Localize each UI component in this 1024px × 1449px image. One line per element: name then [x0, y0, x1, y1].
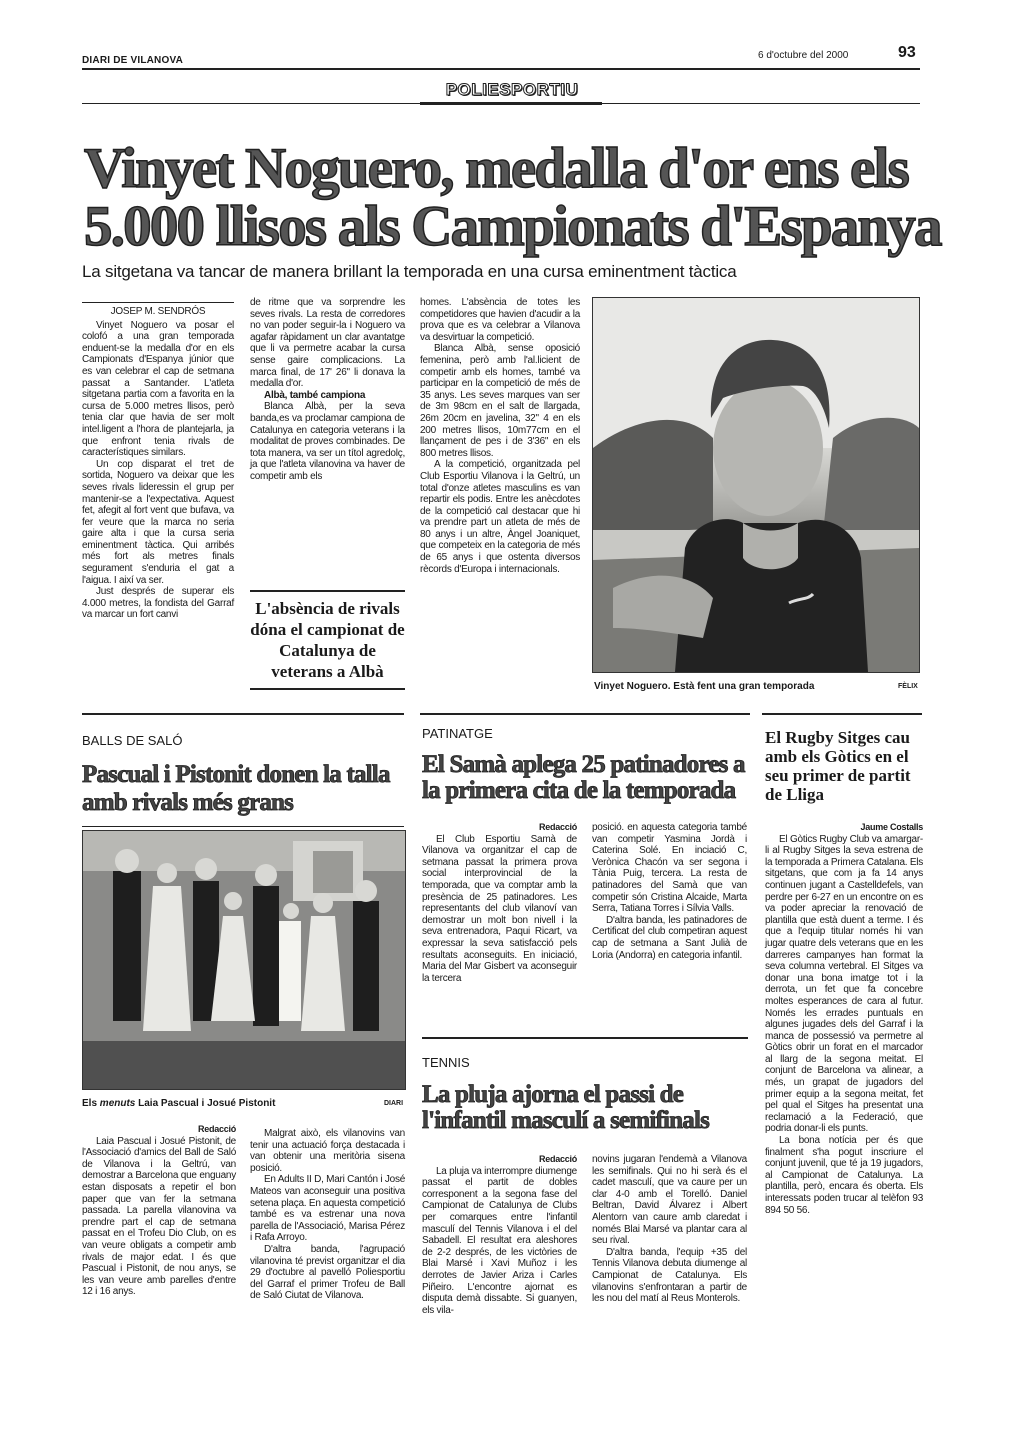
patinatge-byline: Redacció [538, 822, 577, 832]
lead-photo-credit: FÈLIX [898, 683, 918, 690]
balls-column-2 [250, 1128, 405, 1302]
tennis-paragraph: La pluja va interrompre diumenge passat el partit de dobles corresponent a la segona fase del Campionat de Catalunya de Clubs per comarques entre l'infantil masculí del Tennis Vilanova i el del Sabadell. El resultat era aleshores de 2-2 després, de les victòries de Blai Marsé i Xavi Muñoz i les derrotes de Javier Ariza i Carles Piñeiro. L'encontre ajornat es disputa demà dissabte. Si guanyen, els vila- [422, 1165, 577, 1316]
balls-photo-credit: DIARI [384, 1100, 404, 1107]
lead-paragraph: Just després de superar els 4.000 metres, la fondista del Garraf va marcar un fort canvi [82, 586, 234, 621]
lead-column-3 [420, 297, 580, 575]
lead-photo-caption: Vinyet Noguero. Està fent una gran temporada [594, 681, 815, 692]
tennis-paragraph: novins jugaran l'endemà a Vilanova les semifinals. Qui no hi serà és el cadet masculí, que va caure per un clar 4-0 amb el Torelló. Daniel Beltran, David Álvarez i Albert Alentorn van caure amb claredat i només Blai Marsé va plantar cara al seu rival. [592, 1154, 747, 1247]
balls-paragraph: Laia Pascual i Josué Pistonit, de l'Associació d'amics del Ball de Saló de Vilanova i la Geltrú, van demostrar a Barcelona que enguany estan disposats a repetir el bon paper que van fer la setmana passada. La parella vilanovina va prendre part el cap de setmana passat en el Trofeu Dio Club, on es van veure obligats a competir amb rivals de major edat. I és que Pascual i Pistonit, de nou anys, se les van veure amb parelles d'entre 12 i 16 anys. [82, 1135, 236, 1298]
section-rule-accent [420, 102, 602, 105]
patinatge-column-2 [592, 822, 747, 961]
tennis-column-1 [422, 1154, 577, 1316]
lead-bottom-rule [420, 713, 750, 715]
lead-photo [592, 297, 920, 673]
lead-bottom-rule [762, 713, 922, 715]
rugby-byline: Jaume Costalls [860, 822, 923, 832]
pull-quote: L'absència de rivals dóna el campionat de Catalunya de veterans a Albà [250, 590, 405, 690]
lead-paragraph: de ritme que va sorprendre les seves rivals. La resta de corredores no van poder seguir-la i Noguero va agafar ràpidament un clar avantatge que li va permetre acabar la cursa sense gaire complicacions. La marca final, de 17' 26" li donava la medalla d'or. [250, 297, 405, 390]
publication-name: DIARI DE VILANOVA [82, 55, 183, 66]
balls-photo-caption [82, 1098, 275, 1109]
masthead-rule [82, 68, 920, 70]
lead-subheadline: La sitgetana va tancar de manera brillant la temporada en una cursa eminentment tàctica [82, 262, 737, 281]
balls-paragraph: D'altra banda, l'agrupació vilanovina té previst organitzar el dia 29 d'octubre al pavelló Poliesportiu del Garraf el primer Trofeu de Ball de Saló Ciutat de Vilanova. [250, 1243, 405, 1302]
balls-paragraph: Malgrat això, els vilanovins van tenir una actuació força destacada i van obtenir una meritòria sisena posició. [250, 1128, 405, 1174]
balls-photo [82, 830, 406, 1090]
lead-subtitle: Albà, també campiona [264, 389, 366, 401]
tennis-paragraph: D'altra banda, l'equip +35 del Tennis Vilanova debuta diumenge al Campionat de Catalunya. Els vilanovins s'enfrontaran a partir de les nou del matí al Reus Monterols. [592, 1246, 747, 1305]
lead-paragraph: Un cop disparat el tret de sortida, Noguero va deixar que les seves rivals lideressin el grup per mantenir-se a l'expectativa. Aquest fet, afegit al fort vent que bufava, va fer veure que la marca no seria gaire alta i que la cursa seria eminentment tàctica. Qui arribés més fort als metres finals segurament s'enduria el gat a l'aigua. I així va ser. [82, 458, 234, 586]
tennis-headline: La pluja ajorna el passi de l'infantil masculí a semifinals [422, 1081, 710, 1134]
athlete-illustration [593, 298, 919, 672]
balls-kicker: BALLS DE SALÓ [82, 733, 183, 748]
patinatge-headline: El Samà aplega 25 patinadores a la primera cita de la temporada [422, 751, 745, 804]
balls-caption-pre: Els [82, 1098, 100, 1109]
balls-column-1 [82, 1124, 236, 1298]
patinatge-kicker: PATINATGE [422, 726, 493, 741]
lead-paragraph: Blanca Albà, per la seva banda,es va proclamar campiona de Catalunya en categoria veterans i la modalitat de proves combinades. De tota manera, va ser un títol agredolç, ja que l'atleta vilanovina va haver de competir amb els [250, 401, 405, 482]
rugby-paragraph: La bona notícia per és que finalment s'ha pogut inscriure el conjunt juvenil, que té ja 19 jugadors, al Campionat de Catalunya. La plantilla, però, encara és oberta. Els interessats poden trucar al telèfon 93 894 50 56. [765, 1135, 923, 1216]
lead-paragraph: homes. L'absència de totes les competidores que havien d'acudir a la prova que es va celebrar a Vilanova va desvirtuar la competició. [420, 297, 580, 343]
page-number: 93 [898, 44, 916, 61]
lead-paragraph: Vinyet Noguero va posar el colofó a una gran temporada enduent-se la medalla d'or en els Campionats d'Espanya júnior que es van celebrar el cap de setmana passat a Santander. L'atleta sitgetana partia com a favorita en la cursa de 5.000 metres llisos, però tenia clar que havia de ser molt intel.ligent a l'hora de plantejarla, ja que enfront tenia rivals de característiques similars. [82, 319, 234, 459]
balls-caption-em: menuts [99, 1098, 136, 1109]
section-title: POLIESPORTIU [445, 80, 579, 99]
lead-column-1 [82, 302, 234, 621]
lead-headline: Vinyet Noguero, medalla d'or ens els 5.000 llisos als Campionats d'Espanya [84, 137, 941, 258]
balls-photo-top-rule [82, 826, 404, 827]
patinatge-bottom-rule [422, 1037, 748, 1039]
lead-column-2 [250, 297, 405, 483]
tennis-kicker: TENNIS [422, 1055, 470, 1070]
patinatge-paragraph: posició. en aquesta categoria també van competir Yasmina Jordà i Caterina Solé. En inciació C, Verònica Chacón va ser segona i Tània Puig, tercera. La resta de patinadores del Samà que van competir són Cristina Alcaide, Marta Serra, Tatiana Torres i Sílvia Valls. [592, 822, 747, 915]
balls-headline: Pascual i Pistonit donen la talla amb rivals més grans [82, 761, 390, 816]
balls-byline: Redacció [197, 1124, 236, 1134]
issue-date: 6 d'octubre del 2000 [758, 50, 849, 61]
tennis-column-2 [592, 1154, 747, 1305]
lead-paragraph: Blanca Albà, sense oposició femenina, però amb l'al.licient de competir amb els homes, també va participar en la competició de més de 35 anys. Les seves marques van ser de 3m 98cm en el salt de llargada, 26m 20cm en javelina, 32" 4 en els 200 metres llisos, 10m77cm en el llançament de pes i de 3'36" en els 800 metres llisos. [420, 343, 580, 459]
patinatge-column-1 [422, 822, 577, 984]
rugby-column [765, 822, 923, 1216]
lead-bottom-rule [82, 713, 404, 715]
rugby-headline: El Rugby Sitges cau amb els Gòtics en el seu primer de partit de Lliga [765, 728, 911, 804]
tennis-byline: Redacció [538, 1154, 577, 1164]
rugby-paragraph: El Gòtics Rugby Club va amargar-li al Rugby Sitges la seva estrena de la temporada a Primera Catalana. Els sitgetans, que com ja fa 14 anys continuen jugant a Castelldefels, van perdre per 6-27 en un encontre on es va poder apreciar la renovació de plantilla que està duent a terme. I és que a l'equip titular només hi van jugar quatre dels veterans que en les darreres campanyes han format la seva columna vertebral. El Sitges va donar una bona imatge tot i la derrota, un fet que fa concebre moltes esperances de cara al futur. Només les errades puntuals en algunes jugades dels del Garraf i la manca de possessió va permetre al Gòtics obrir un forat en el marcador al llarg de la segona meitat. El conjunt de Barcelona va alinear, a més, un grapat de jugadors del primer equip a la segona meitat, fet pel qual el Sitges ha presentat una reclamació a la Federació, que podria donar-li els punts. [765, 833, 923, 1135]
patinatge-paragraph: El Club Esportiu Samà de Vilanova va organitzar el cap de setmana passat la primera prova social interprovincial de la temporada, que va comptar amb la presència de 25 patinadores. Les representants del club vilanoví van demostrar un molt bon nivell i la seva entrenadora, Paqui Ricart, va expressar la seva satisfacció pels resultats aconseguits. En iniciació, Maria del Mar Gisbert va aconseguir la tercera [422, 833, 577, 984]
lead-paragraph: A la competició, organitzada pel Club Esportiu Vilanova i la Geltrú, un total d'onze atletes masculins es van repartir els podis. Entre les anècdotes de la competició cal destacar que hi va prendre part un atleta de més de 80 anys i un altre, Àngel Joaniquet, que competeix en la categoria de més de 65 anys i que ostenta diversos rècords d'Europa i internacionals. [420, 459, 580, 575]
balls-paragraph: En Adults II D, Mari Cantón i José Mateos van aconseguir una positiva setena plaça. En aquesta competició també es va estrenar una nova parella de l'Associació, Marisa Pérez i Rafa Arroyo. [250, 1174, 406, 1244]
dancers-illustration [83, 831, 405, 1089]
lead-byline: JOSEP M. SENDRÓS [82, 302, 234, 318]
balls-caption-post: Laia Pascual i Josué Pistonit [135, 1098, 276, 1109]
patinatge-paragraph: D'altra banda, les patinadores de Certificat del club competiran aquest cap de setmana a Sant Julià de Loria (Andorra) en categoria infantil. [592, 914, 747, 961]
